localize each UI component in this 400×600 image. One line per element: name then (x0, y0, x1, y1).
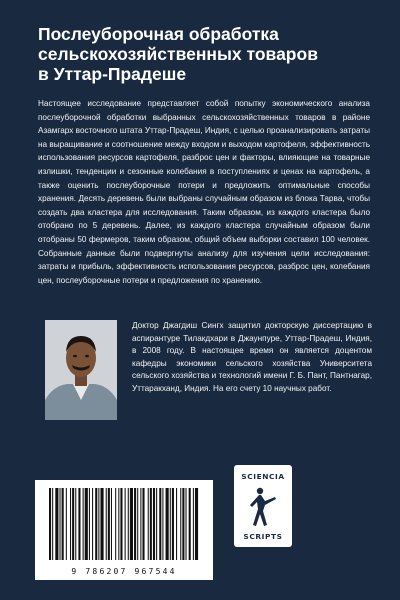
title-line: сельскохозяйственных товаров (38, 44, 318, 64)
scholar-figure-icon (248, 485, 278, 529)
publisher-logo-bottom-text: SCRIPTS (243, 532, 283, 541)
isbn-barcode (35, 480, 213, 580)
abstract-text: Настоящее исследование представляет собой попытку экономического анализа послеуборочной обработки выбранных сельскохозяйственных товаров в районе Азамгарх восточного штата Уттар-Прадеш, Индия, с целью проанализировать затраты на выращивание и соотношение между входом и выходом картофеля, эффективность использования ресурсов картофеля, разброс цен и факторы, влияющие на товарные излишки, тенденции и сезонные колебания в поступлениях и ценах на картофель, а также оценить послеуборочные потери и предложить оптимальные способы хранения. Десять деревень были выбраны случайным образом из блока Тарва, чтобы создать два кластера для исследования. Таким образом, из каждого кластера было отобрано по 5 деревень. Далее, из каждого кластера случайным образом были отобраны 50 фермеров, таким образом, общий объем выборки составил 100 человек. Собранные данные были подвергнуты анализу для изучения цели исследования: затраты и прибыль, эффективность использования ресурсов, разброс цен, колебания цен, послеуборочные потери и предложения по хранению. (38, 99, 370, 285)
title-line: в Уттар-Прадеше (38, 64, 187, 84)
publisher-logo-top-text: SCIENCIA (241, 472, 285, 481)
isbn-digits: 9 786207 967544 (71, 567, 177, 576)
title-line: Послеуборочная обработка (38, 24, 279, 44)
publisher-logo (234, 465, 292, 547)
author-bio: Доктор Джагдиш Сингх защитил докторскую диссертацию в аспирантуре Тилакдхари в Джаунпуре, Уттар-Прадеш, Индия, в 2008 году. В настоящее время он является доцентом кафедры экономики сельского хозяйства Университета сельского хозяйства и технологий имени Г. Б. Пант, Пантнагар, Уттаракханд, Индия. На его счету 10 научных работ. (132, 321, 372, 393)
book-title (38, 24, 378, 84)
author-photo (45, 320, 117, 420)
